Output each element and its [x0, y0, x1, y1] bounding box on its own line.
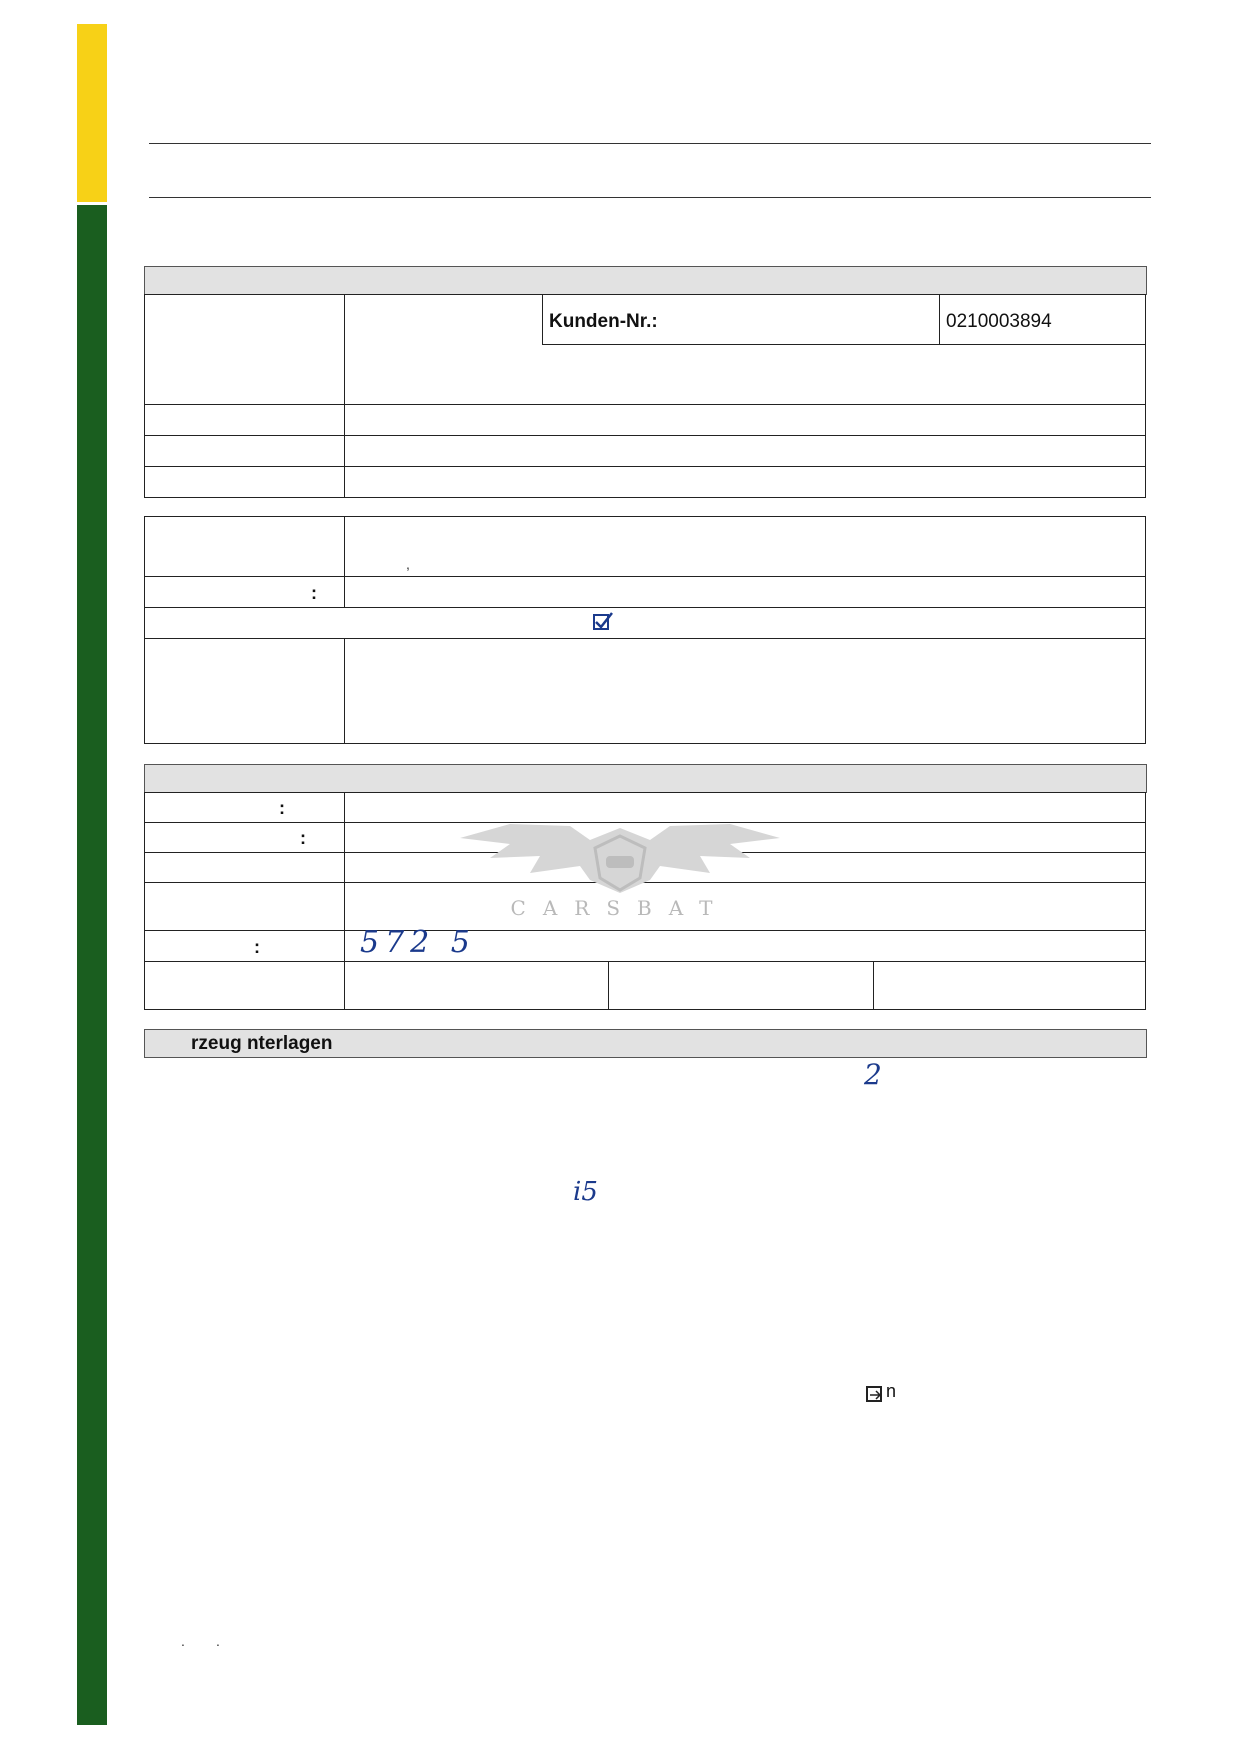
- vehicle-last-row-divider-1: [608, 961, 609, 1010]
- documents-band-title: rzeug nterlagen: [191, 1033, 333, 1054]
- header-rule-bottom: [149, 197, 1151, 198]
- handwritten-mark-a: 2: [864, 1058, 888, 1091]
- vehicle-colon-3: :: [254, 937, 260, 957]
- order-box-col-divider-bottom: [344, 638, 345, 744]
- stray-dot-1: .: [181, 1633, 185, 1649]
- header-rule-top: [149, 143, 1151, 144]
- customer-row-line-3: [144, 466, 1146, 467]
- section-band-vehicle: [144, 764, 1147, 793]
- arrow-icon: [868, 1388, 882, 1402]
- customer-no-bottom-border: [542, 344, 1146, 345]
- watermark-text: CARSBAT: [510, 896, 730, 920]
- watermark: [450, 818, 790, 933]
- order-row-line-2: [144, 607, 1146, 608]
- customer-no-left-border: [542, 294, 543, 344]
- checkbox-suffix: n: [886, 1381, 897, 1401]
- order-box: [144, 516, 1146, 744]
- vehicle-colon-1: :: [279, 798, 285, 818]
- customer-no-value: 0210003894: [946, 311, 1052, 332]
- handwritten-value: 572 5: [360, 925, 476, 960]
- vehicle-colon-2: :: [300, 828, 306, 848]
- customer-box-col-divider: [344, 294, 345, 498]
- order-row-line-3: [144, 638, 1146, 639]
- customer-row-line-1: [144, 404, 1146, 405]
- order-row-line-1: [144, 576, 1146, 577]
- vehicle-box-col-divider: [344, 792, 345, 1010]
- checked-checkbox[interactable]: [593, 614, 609, 630]
- customer-no-divider: [939, 294, 940, 344]
- stray-dot-2: .: [216, 1633, 220, 1649]
- checkmark-icon: [593, 610, 615, 632]
- unchecked-checkbox[interactable]: [866, 1386, 882, 1402]
- green-stripe: [77, 205, 107, 1725]
- order-colon: :: [311, 583, 317, 603]
- bat-logo-icon: [450, 818, 790, 908]
- vehicle-row-line-5: [144, 961, 1146, 962]
- customer-no-label: Kunden-Nr.:: [549, 311, 658, 332]
- order-comma-mark: ,: [406, 556, 410, 572]
- handwritten-mark-b: i5: [573, 1177, 598, 1207]
- customer-row-line-2: [144, 435, 1146, 436]
- order-box-col-divider-top: [344, 516, 345, 607]
- section-band-customer: [144, 266, 1147, 295]
- vehicle-last-row-divider-2: [873, 961, 874, 1010]
- yellow-stripe: [77, 24, 107, 202]
